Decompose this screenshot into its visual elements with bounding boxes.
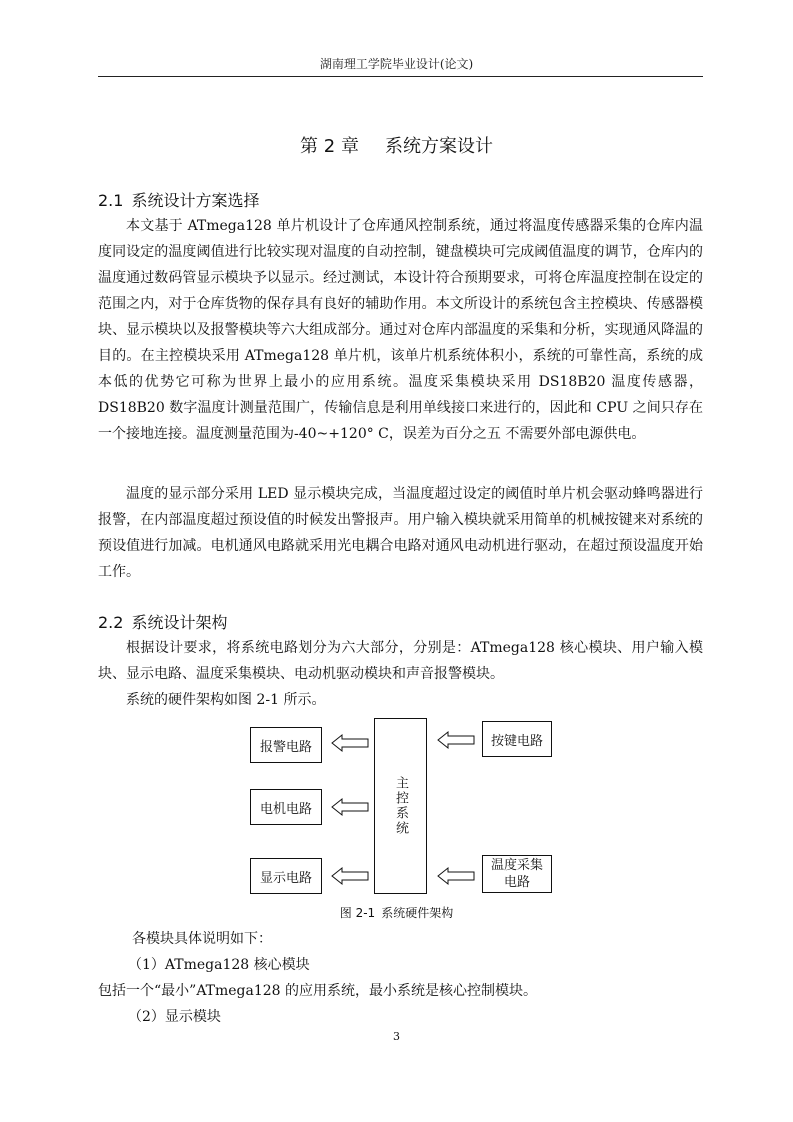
key-circuit-box: 按键电路 [482, 721, 552, 757]
figure-title: 系统硬件架构 [381, 906, 454, 920]
text-line: 各模块具体说明如下： [132, 931, 272, 947]
figure-caption [0, 904, 793, 921]
paragraph: 本文基于 ATmega128 单片机设计了仓库通风控制系统，通过将温度传感器采集的仓库内温度同设定的温度阈值进行比较实现对温度的自动控制，键盘模块可完成阈值温度的调节，仓库内的温度通过数码管显示模块予以显示。经过测试，本设计符合预期要求，可将仓库温度控制在设定的范围之内，对于仓库货物的保存具有良好的辅助作用。本文所设计的系统包含主控模块、传感器模块、显示模块以及报警模块等六大组成部分。通过对仓库内部温度的采集和分析，实现通风降温的目的。在主控模块采用 ATmega128 单片机，该单片机系统体积小，系统的可靠性高，系统的成本低的优势它可称为世界上最小的应用系统。温度采集模块采用 DS18B20 温度传感器，DS18B20 数字温度计测量范围广，传输信息是利用单线接口来进行的，因此和 CPU 之间只存在一个接地连接。温度测量范围为-40~+120° C，误差为百分之五 不需要外部电源供电。 [98, 218, 703, 442]
paragraph: 系统的硬件架构如图 2-1 所示。 [126, 692, 326, 708]
section-heading-2-2 [98, 610, 227, 633]
arrow-left-icon [330, 866, 370, 886]
paragraph: 根据设计要求，将系统电路划分为六大部分，分别是：ATmega128 核心模块、用户输入模块、显示电路、温度采集模块、电动机驱动模块和声音报警模块。 [98, 640, 703, 682]
display-circuit-box: 显示电路 [250, 858, 322, 894]
chapter-name: 系统方案设计 [384, 136, 493, 157]
motor-circuit-box: 电机电路 [250, 789, 322, 825]
arrow-left-icon [330, 733, 370, 753]
section-number: 2.2 [98, 613, 124, 632]
main-control-box [374, 718, 427, 894]
figure-number: 图 2-1 [339, 906, 376, 920]
arrow-left-icon [436, 866, 476, 886]
temperature-circuit-box: 温度采集电路 [482, 855, 552, 893]
text-line: 包括一个“最小”ATmega128 的应用系统，最小系统是核心控制模块。 [98, 983, 538, 999]
section-number: 2.1 [98, 191, 124, 210]
section-heading-2-1 [98, 188, 259, 211]
chapter-title [0, 132, 793, 158]
main-control-label: 主控系统 [393, 776, 408, 836]
text-line: （2）显示模块 [128, 1009, 221, 1025]
chapter-number: 第 2 章 [300, 136, 359, 157]
page-number: 3 [393, 1030, 400, 1043]
paragraph: 温度的显示部分采用 LED 显示模块完成，当温度超过设定的阈值时单片机会驱动蜂鸣器进行报警，在内部温度超过预设值的时候发出警报声。用户输入模块就采用简单的机械按键来对系统的预设值进行加减。电机通风电路就采用光电耦合电路对通风电动机进行驱动，在超过预设温度开始工作。 [98, 486, 703, 580]
section-title: 系统设计方案选择 [131, 191, 260, 210]
page-header-title: 湖南理工学院毕业设计(论文) [319, 57, 474, 71]
arrow-left-icon [436, 730, 476, 750]
arrow-left-icon [330, 797, 370, 817]
header-rule [98, 76, 703, 77]
alarm-circuit-box: 报警电路 [250, 727, 322, 763]
text-line: （1）ATmega128 核心模块 [128, 957, 310, 973]
section-title: 系统设计架构 [131, 613, 228, 632]
